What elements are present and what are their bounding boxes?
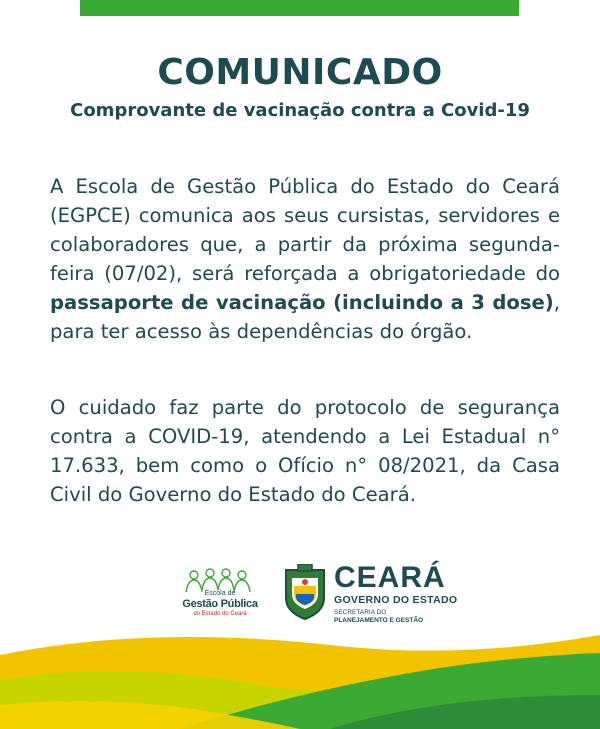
page-subtitle: Comprovante de vacinação contra a Covid-19 xyxy=(70,100,530,121)
decorative-waves xyxy=(0,625,600,729)
ceara-government: GOVERNO DO ESTADO xyxy=(334,594,458,606)
people-silhouettes-icon xyxy=(180,568,260,592)
paragraph-1 xyxy=(50,172,560,346)
paragraph-1-text: A Escola de Gestão Pública do Estado do Ceará (EGPCE) comunica aos seus cursistas, servidores e colaboradores que, a partir da próxima segunda-feira (07/02), será reforçada a obrigatoriedade do xyxy=(50,175,560,285)
ceara-secretariat-line1: SECRETARIA DO xyxy=(334,609,387,616)
paragraph-1-emphasis: passaporte de vacinação (incluindo a 3 dose) xyxy=(50,291,554,314)
egp-logo-text xyxy=(180,590,260,618)
ceara-coat-of-arms-icon xyxy=(284,564,326,620)
ceara-secretariat-line2: PLANEJAMENTO E GESTÃO xyxy=(334,617,424,624)
top-accent-bar xyxy=(80,0,519,16)
page-title: COMUNICADO xyxy=(157,52,443,93)
logos-row xyxy=(0,560,600,630)
egp-logo-line1: Escola de xyxy=(204,590,236,597)
ceara-logo-text xyxy=(334,562,457,625)
paragraph-2: O cuidado faz parte do protocolo de segurança contra a COVID-19, atendendo a Lei Estadual n° 17.633, bem como o Ofício n° 08/2021, da Casa Civil do Governo do Estado do Ceará. xyxy=(50,396,560,506)
ceara-name: CEARÁ xyxy=(334,561,446,594)
egp-logo-line2: Gestão Pública xyxy=(182,598,258,610)
egp-logo xyxy=(180,568,260,626)
egp-logo-line3: do Estado do Ceará xyxy=(193,611,247,617)
paragraph-1-end: , para ter acesso às dependências do órgão. xyxy=(50,291,560,343)
